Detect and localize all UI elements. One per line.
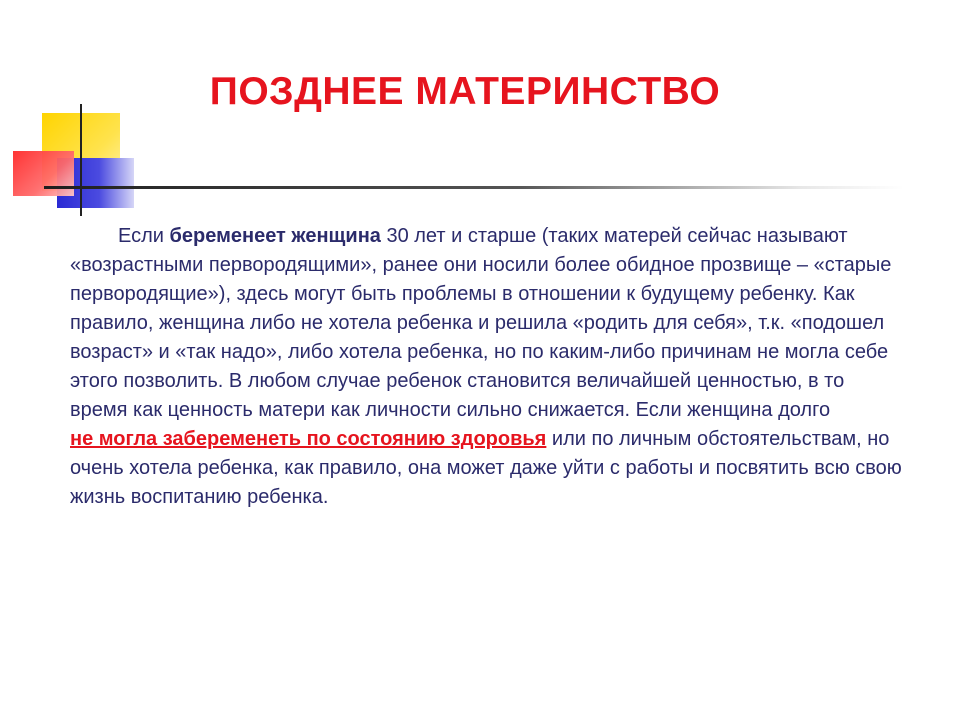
decor-vertical-line xyxy=(80,104,82,216)
health-reasons-link[interactable]: не могла забеременеть по состоянию здоровья xyxy=(70,428,547,450)
paragraph-lead: Если xyxy=(118,225,170,247)
paragraph-text-before-link: 30 лет и старше (таких матерей сейчас называют «возрастными первородящими», ранее они носили более обидное прозвище – «старые первородящие»), здесь могут быть проблемы в отношении к будущему ребенку. Как правило, женщина либо не хотела ребенка и решила «родить для себя», т.к. «подошел возраст» и «так надо», либо хотела ребенка, но по каким-либо причинам не могла себе этого позволить. В любом случае ребенок становится величайшей ценностью, в то время как ценность матери как личности сильно снижается. Если женщина долго xyxy=(70,225,892,421)
title-underline-divider xyxy=(44,186,904,189)
paragraph-bold-phrase: беременеет женщина xyxy=(169,225,381,247)
paragraph-text-after-link: или по личным обстоятельствам, но очень хотела ребенка, как правило, она может даже уйти с работы и посвятить всю свою жизнь воспитанию ребенка. xyxy=(70,428,902,508)
slide-title: ПОЗДНЕЕ МАТЕРИНСТВО xyxy=(209,70,721,113)
decor-red-square xyxy=(13,151,74,196)
body-paragraph xyxy=(70,222,906,512)
